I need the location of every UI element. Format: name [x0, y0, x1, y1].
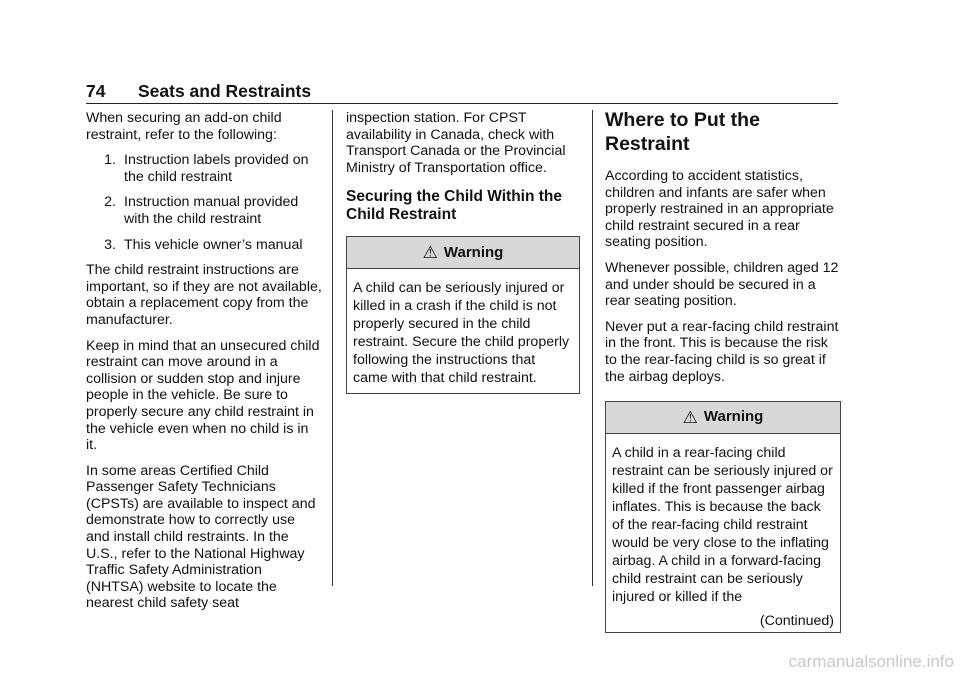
instructions-paragraph: The child restraint instructions are important, so if they are not available, obtain a replacement copy from the manufacturer.: [86, 262, 322, 328]
list-text: This vehicle owner’s manual: [124, 236, 303, 253]
column-divider: [592, 110, 593, 586]
warning-box: [346, 236, 580, 394]
unsecured-paragraph: Keep in mind that an unsecured child restraint can move around in a collision or sudden stop and injure people in the vehicle. Be sure to properly secure any child restraint in the vehicle even when no child is in it.: [86, 337, 320, 454]
warning-header: [347, 237, 579, 269]
warning-icon: ⚠: [682, 408, 698, 428]
page-header: [86, 80, 838, 104]
intro-paragraph: When securing an add-on child restraint, refer to the following:: [86, 110, 282, 143]
reference-list: [86, 152, 322, 253]
warning-title: Warning: [703, 408, 764, 426]
warning-box: [605, 401, 841, 633]
rear-facing-paragraph: Never put a rear-facing child restraint in the front. This is because the risk to the rear-facing child is so great if the airbag deploys.: [605, 318, 839, 385]
continued-paragraph: inspection station. For CPST availability in Canada, check with Transport Canada or the Provincial Ministry of Transportation office.: [346, 110, 566, 176]
list-text: Instruction labels provided on the child restraint: [124, 152, 309, 185]
column-right: [605, 110, 841, 637]
column-left: [86, 110, 322, 621]
warning-body: A child can be seriously injured or killed in a crash if the child is not properly secured in the child restraint. Secure the child properly following the instructions that came with that child restraint.: [353, 280, 570, 387]
warning-header: [606, 402, 840, 434]
list-number: 1.: [104, 152, 116, 169]
section-heading: Securing the Child Within the Child Restraint: [346, 188, 562, 224]
section-heading: Where to Put the Restraint: [605, 109, 760, 155]
warning-icon: ⚠: [422, 243, 438, 263]
warning-title: Warning: [443, 243, 504, 261]
warning-body: A child in a rear-facing child restraint can be seriously injured or killed if the front passenger airbag inflates. This is because the back of the rear-facing child restraint would be very close to the inflating airbag. A child in a forward-facing child restraint can be seriously injured or killed if the: [612, 445, 833, 606]
list-item: [86, 194, 322, 227]
column-divider: [332, 110, 333, 586]
list-text: Instruction manual provided with the child restraint: [124, 194, 299, 227]
statistics-paragraph: According to accident statistics, children and infants are safer when properly restrained in an appropriate child restraint secured in a rear seating position.: [605, 168, 834, 251]
age-paragraph: Whenever possible, children aged 12 and under should be secured in a rear seating position.: [605, 259, 839, 310]
list-item: [86, 152, 322, 185]
watermark: carmanualsonline.info: [788, 652, 954, 671]
continued-label: (Continued): [759, 613, 834, 630]
page-number: 74: [86, 81, 106, 101]
cpst-paragraph: In some areas Certified Child Passenger Safety Technicians (CPSTs) are available to inspect and demonstrate how to correctly use and install child restraints. In the U.S., refer to the National Highway Traffic Safety Administration (NHTSA) website to locate the nearest child safety seat: [86, 462, 316, 612]
column-middle: [346, 110, 580, 398]
list-item: [86, 237, 322, 254]
section-title: Seats and Restraints: [138, 81, 312, 101]
list-number: 2.: [104, 194, 116, 211]
list-number: 3.: [104, 236, 116, 253]
